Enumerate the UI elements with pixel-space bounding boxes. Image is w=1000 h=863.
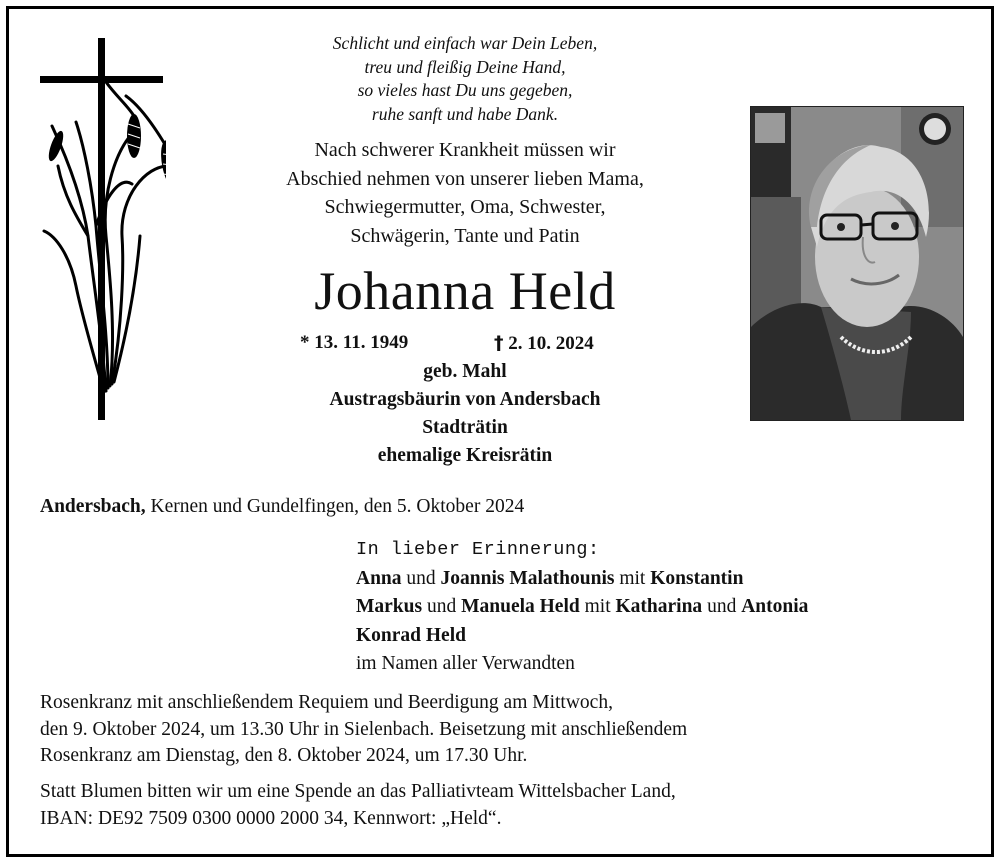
poem-line: Schlicht und einfach war Dein Leben,	[332, 33, 598, 53]
poem-line: ruhe sanft und habe Dank.	[371, 103, 559, 124]
title-line: geb. Mahl	[423, 361, 507, 382]
mourners-line-1	[356, 565, 976, 594]
intro-line: Nach schwerer Krankheit müssen wir	[314, 139, 616, 161]
service-line: Rosenkranz mit anschließendem Requiem und Beerdigung am Mittwoch,	[40, 692, 613, 713]
birth-date: * 13. 11. 1949	[300, 332, 409, 353]
connector: und	[702, 596, 742, 617]
connector: mit	[614, 567, 651, 589]
place-rest: Kernen und Gundelfingen, den 5. Oktober 2024	[145, 496, 525, 517]
mourners-block	[356, 536, 976, 679]
mourner-name: Katharina	[615, 596, 703, 617]
mourner-name: Antonia	[741, 596, 809, 617]
cross-with-wheat-icon	[36, 36, 166, 426]
dagger-icon: †	[494, 332, 504, 354]
mourners-line-3	[356, 622, 976, 651]
death-date-group	[494, 330, 594, 357]
memory-heading: In lieber Erinnerung:	[356, 539, 600, 560]
intro-line: Schwiegermutter, Oma, Schwester,	[324, 196, 606, 218]
deceased-name: Johanna Held	[314, 261, 616, 321]
donation-line: Statt Blumen bitten wir um eine Spende an das Palliativteam Wittelsbacher Land,	[40, 781, 676, 802]
service-line: Rosenkranz am Dienstag, den 8. Oktober 2024, um 17.30 Uhr.	[40, 745, 528, 766]
mourners-line-2	[356, 593, 976, 622]
mourner-name: Konrad Held	[356, 624, 466, 646]
connector: und	[422, 596, 462, 617]
connector: und	[401, 567, 441, 589]
poem	[290, 32, 640, 126]
title-line: ehemalige Kreisrätin	[377, 445, 553, 466]
poem-line: treu und fleißig Deine Hand,	[364, 56, 566, 77]
mourners-line-4: im Namen aller Verwandten	[356, 653, 575, 674]
intro-line: Schwägerin, Tante und Patin	[350, 224, 580, 247]
mourner-name: Anna	[356, 567, 402, 589]
mourner-name: Markus	[356, 596, 423, 617]
mourner-name: Konstantin	[650, 567, 744, 589]
death-date: 2. 10. 2024	[508, 333, 594, 354]
intro-line: Abschied nehmen von unserer lieben Mama,	[286, 167, 644, 190]
donation-line: IBAN: DE92 7509 0300 0000 2000 34, Kennwort: „Held“.	[40, 807, 502, 829]
mourner-name: Joannis Malathounis	[440, 567, 615, 589]
connector: mit	[579, 596, 616, 617]
titles	[240, 358, 690, 470]
service-info	[40, 690, 970, 770]
mourner-name: Manuela Held	[461, 596, 580, 617]
life-dates	[300, 330, 640, 356]
service-line: den 9. Oktober 2024, um 13.30 Uhr in Sielenbach. Beisetzung mit anschließendem	[40, 718, 688, 740]
poem-line: so vieles hast Du uns gegeben,	[357, 80, 573, 100]
place-bold: Andersbach,	[40, 496, 146, 517]
intro-text	[200, 136, 730, 250]
portrait-photo	[750, 106, 964, 421]
title-line: Stadträtin	[422, 417, 508, 438]
title-line: Austragsbäurin von Andersbach	[329, 389, 601, 410]
donation-info	[40, 779, 970, 832]
place-date-line	[40, 494, 740, 520]
